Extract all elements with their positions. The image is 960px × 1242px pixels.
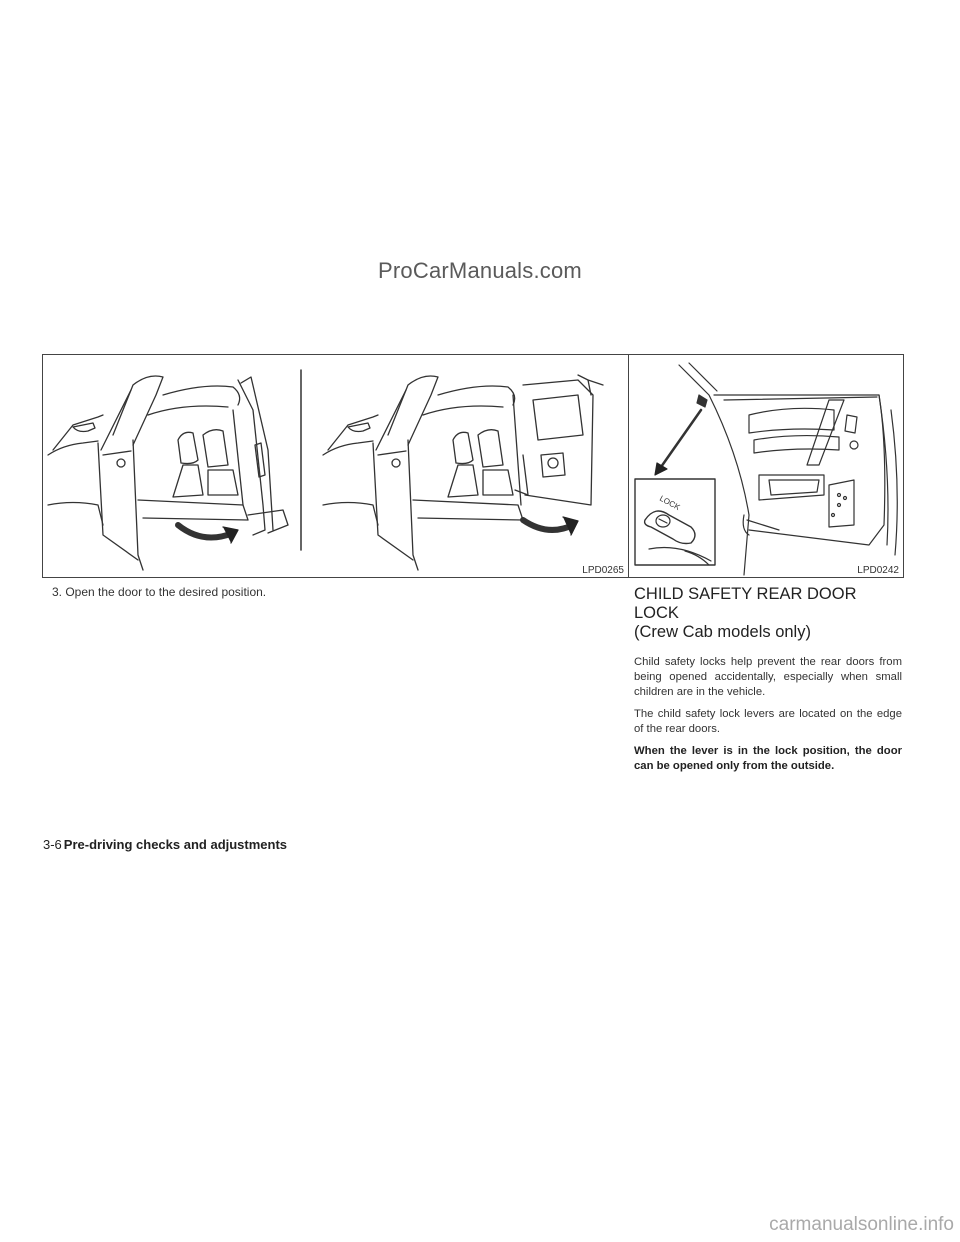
page-number: 3-6 [43,837,62,852]
truck-2-outline [323,375,603,570]
inset-lock-text: LOCK [658,493,682,512]
heading-line-2: (Crew Cab models only) [634,623,811,641]
rear-door-drawing [629,355,903,577]
truck-doors-drawing [43,355,628,577]
watermark-top: ProCarManuals.com [378,258,582,283]
truck-1-outline [48,376,288,570]
figure-label-left: LPD0265 [578,564,626,577]
watermark-bottom: carmanualsonline.info [769,1214,954,1235]
section-heading [634,585,902,642]
child-safety-section [634,585,902,781]
paragraph-1: Child safety locks help prevent the rear doors from being opened accidentally, especially when small children are in the vehicle. [634,656,902,698]
footer-section-title: Pre-driving checks and adjustments [63,837,288,852]
child-lock-illustration [628,354,904,578]
paragraph-3-warning: When the lever is in the lock position, the door can be opened only from the outside. [634,745,902,772]
figure-label-right: LPD0242 [853,564,901,577]
paragraph-2: The child safety lock levers are located on the edge of the rear doors. [634,708,902,735]
step-3-text: 3. Open the door to the desired position. [52,585,267,599]
heading-line-1: CHILD SAFETY REAR DOOR LOCK [634,585,857,622]
page-footer [43,837,287,852]
door-opening-illustration [42,354,629,578]
